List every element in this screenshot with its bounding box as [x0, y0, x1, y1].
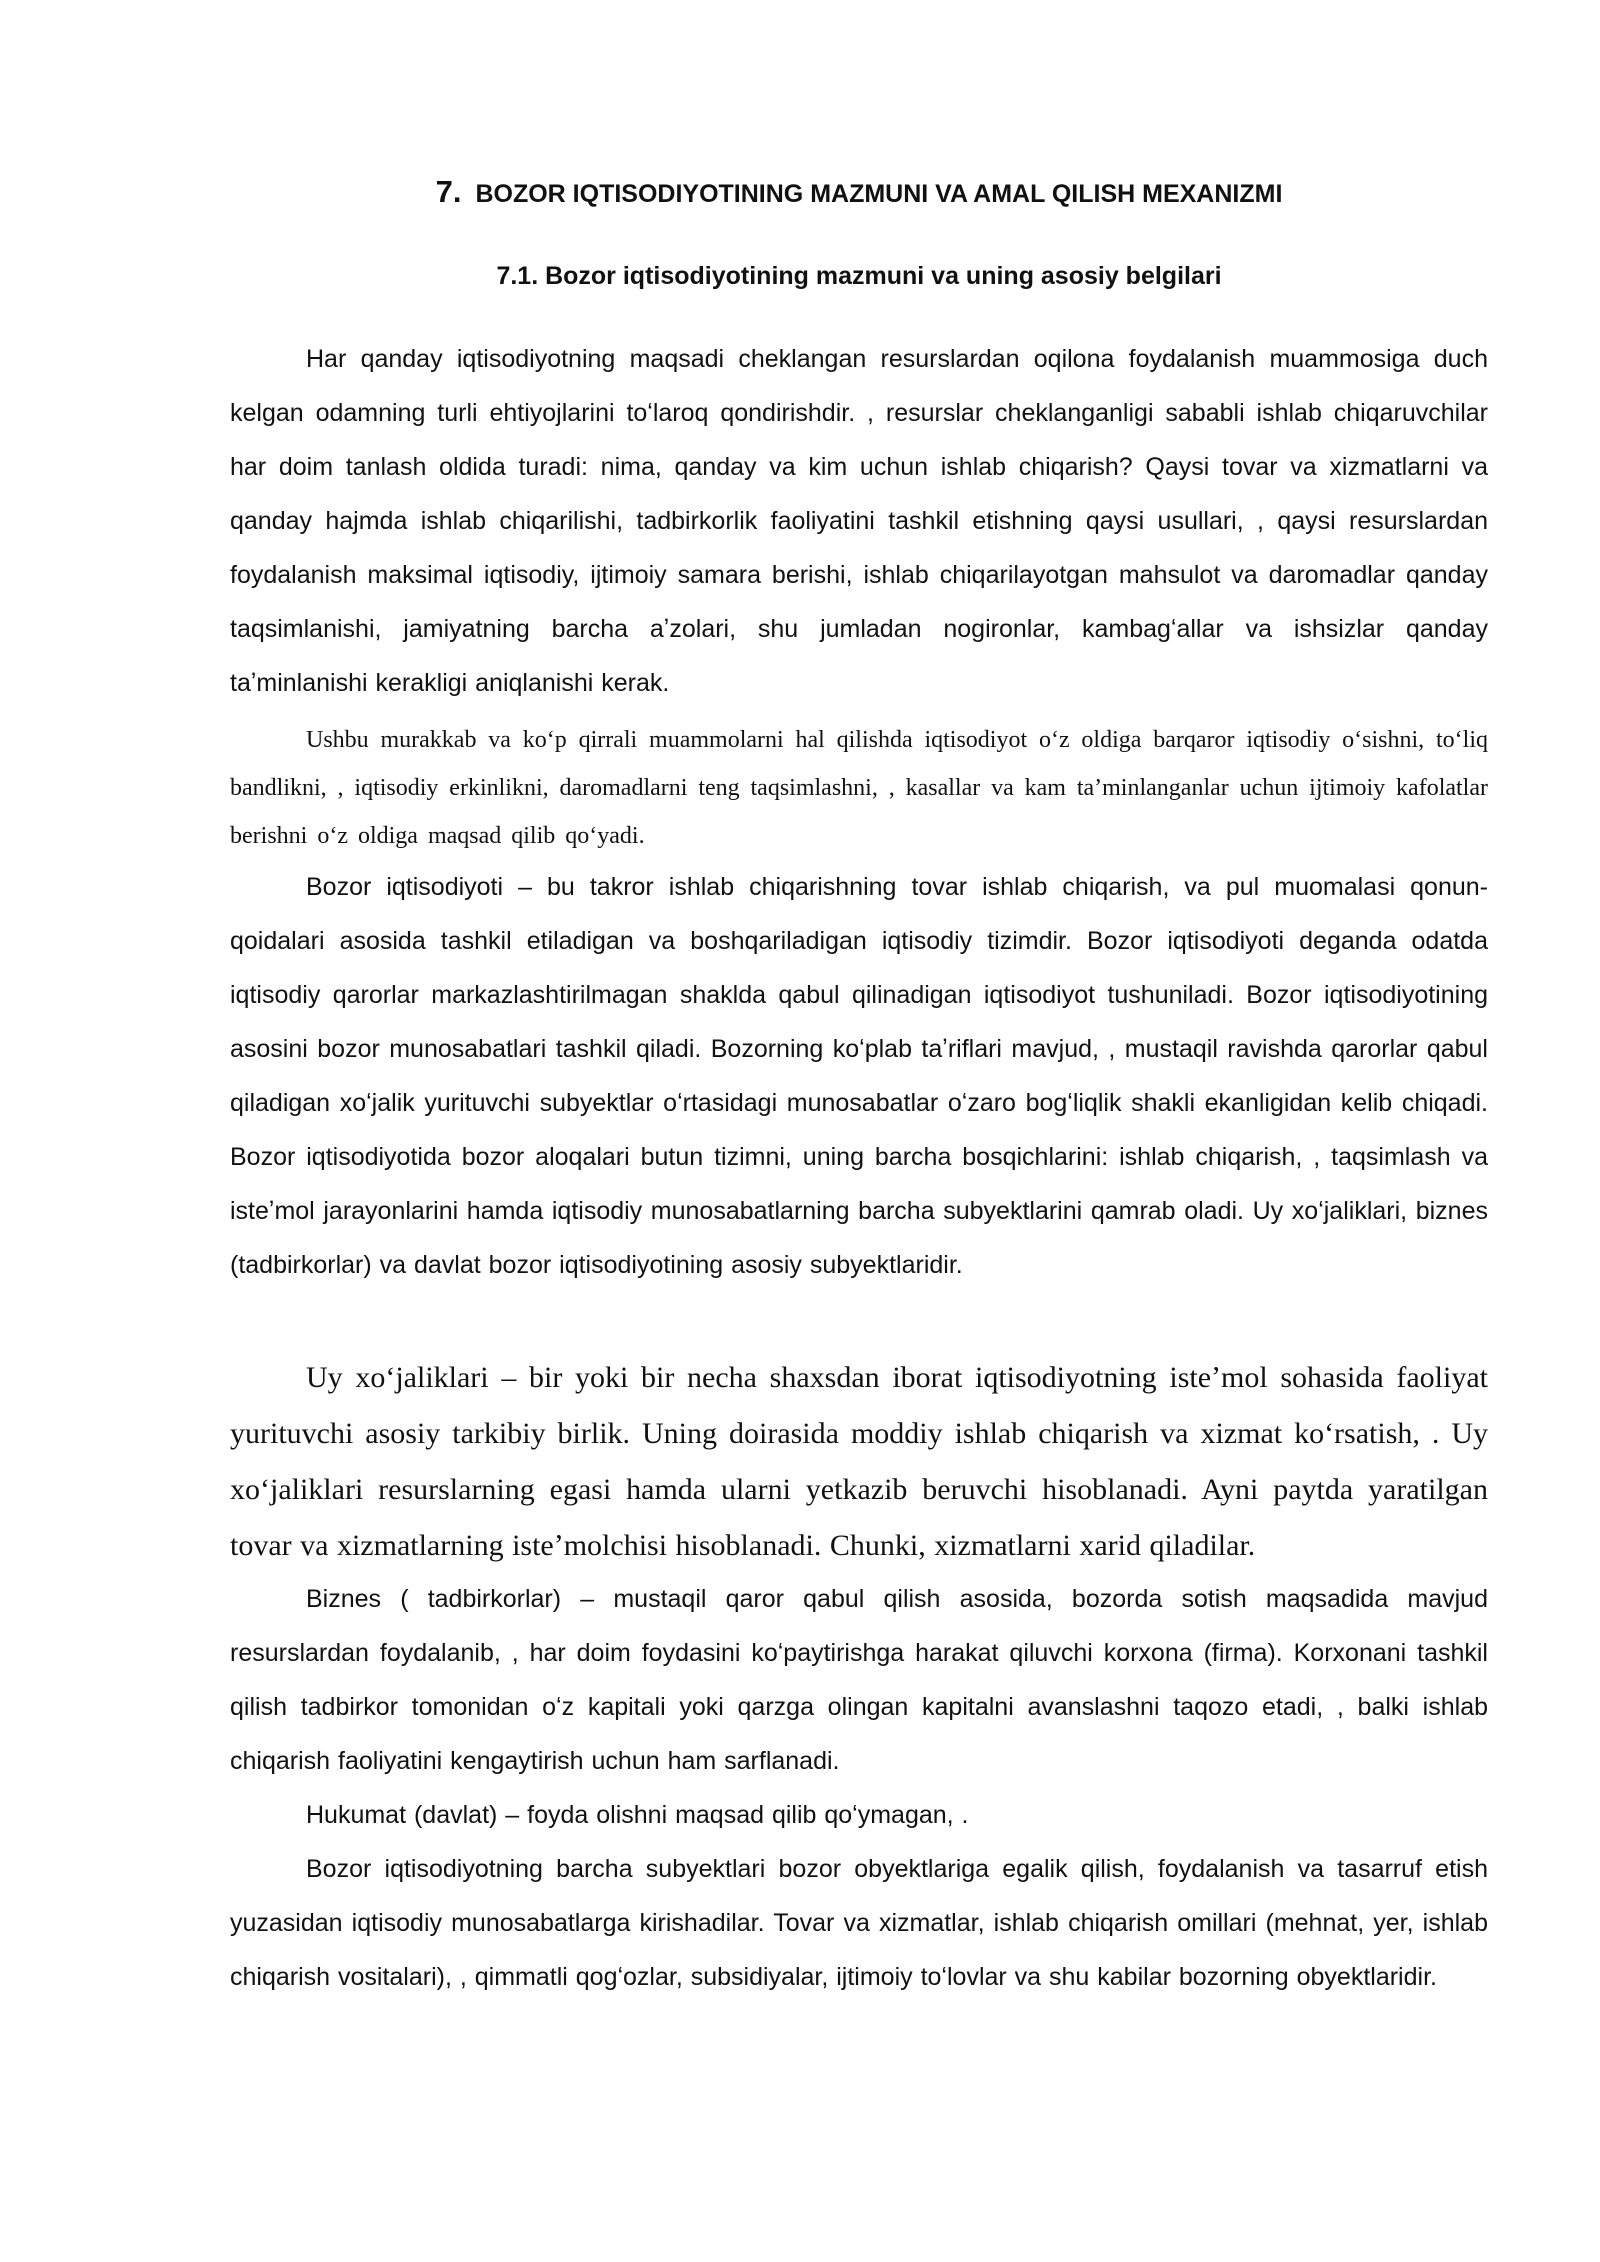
paragraph-market-economy-definition: Bozor iqtisodiyoti – bu takror ishlab chiqarishning tovar ishlab chiqarish, va pul muomalasi qonun-qoidalari asosida tashkil etiladigan va boshqariladigan iqtisodiy tizimdir. Bozor iqtisodiyoti deganda odatda iqtisodiy qarorlar markazlashtirilmagan shaklda qabul qilinadigan iqtisodiyot tushuniladi. Bozor iqtisodiyotining asosini bozor munosabatlari tashkil qiladi. Bozorning koʻplab taʼriflari mavjud, , mustaqil ravishda qarorlar qabul qiladigan xoʻjalik yurituvchi subyektlar oʻrtasidagi munosabatlar oʻzaro bogʻliqlik shakli ekanligidan kelib chiqadi. Bozor iqtisodiyotida bozor aloqalari butun tizimni, uning barcha bosqichlarini: ishlab chiqarish, , taqsimlash va isteʼmol jarayonlarini hamda iqtisodiy munosabatlarning barcha subyektlarini qamrab oladi. Uy xoʻjaliklari, biznes (tadbirkorlar) va davlat bozor iqtisodiyotining asosiy subyektlaridir.: [230, 873, 1488, 1279]
chapter-title: BOZOR IQTISODIYOTINING MAZMUNI VA AMAL QILISH MEXANIZMI: [475, 180, 1283, 208]
chapter-heading: [230, 176, 1488, 210]
paragraph-business: Biznes ( tadbirkorlar) – mustaqil qaror qabul qilish asosida, bozorda sotish maqsadida mavjud resurslardan foydalanib, , har doim foydasini koʻpaytirishga harakat qiluvchi korxona (firma). Korxonani tashkil qilish tadbirkor tomonidan oʻz kapitali yoki qarzga olingan kapitalni avanslashni taqozo etadi, , balki ishlab chiqarish faoliyatini kengaytirish uchun ham sarflanadi.: [230, 1585, 1488, 1775]
paragraph-market-objects: Bozor iqtisodiyotning barcha subyektlari bozor obyektlariga egalik qilish, foydalanish va tasarruf etish yuzasidan iqtisodiy munosabatlarga kirishadilar. Tovar va xizmatlar, ishlab chiqarish omillari (mehnat, yer, ishlab chiqarish vositalari), , qimmatli qogʻozlar, subsidiyalar, ijtimoiy toʻlovlar va shu kabilar bozorning obyektlaridir.: [230, 1855, 1488, 1991]
paragraph-economy-goal: Har qanday iqtisodiyotning maqsadi cheklangan resurslardan oqilona foydalanish muammosiga duch kelgan odamning turli ehtiyojlarini toʻlaroq qondirishdir. , resurslar cheklanganligi sababli ishlab chiqaruvchilar har doim tanlash oldida turadi: nima, qanday va kim uchun ishlab chiqarish? Qaysi tovar va xizmatlarni va qanday hajmda ishlab chiqarilishi, tadbirkorlik faoliyatini tashkil etishning qaysi usullari, , qaysi resurslardan foydalanish maksimal iqtisodiy, ijtimoiy samara berishi, ishlab chiqarilayotgan mahsulot va daromadlar qanday taqsimlanishi, jamiyatning barcha aʼzolari, shu jumladan nogironlar, kambagʻallar va ishsizlar qanday taʼminlanishi kerakligi aniqlanishi kerak.: [230, 345, 1488, 697]
paragraph-economy-objectives: Ushbu murakkab va koʻp qirrali muammolarni hal qilishda iqtisodiyot oʻz oldiga barqaror iqtisodiy oʻsishni, toʻliq bandlikni, , iqtisodiy erkinlikni, daromadlarni teng taqsimlashni, , kasallar va kam taʼminlanganlar uchun ijtimoiy kafolatlar berishni oʻz oldiga maqsad qilib qoʻyadi.: [230, 727, 1488, 849]
paragraph-government: Hukumat (davlat) – foyda olishni maqsad qilib qoʻymagan, .: [306, 1801, 969, 1829]
chapter-number: 7.: [435, 174, 462, 209]
paragraph-households: Uy xoʻjaliklari – bir yoki bir necha shaxsdan iborat iqtisodiyotning isteʼmol sohasida faoliyat yurituvchi asosiy tarkibiy birlik. Uning doirasida moddiy ishlab chiqarish va xizmat koʻrsatish, . Uy xoʻjaliklari resurslarning egasi hamda ularni yetkazib beruvchi hisoblanadi. Ayni paytda yaratilgan tovar va xizmatlarning isteʼmolchisi hisoblanadi. Chunki, xizmatlarni xarid qiladilar.: [230, 1361, 1488, 1562]
section-title: 7.1. Bozor iqtisodiyotining mazmuni va uning asosiy belgilari: [496, 262, 1222, 290]
